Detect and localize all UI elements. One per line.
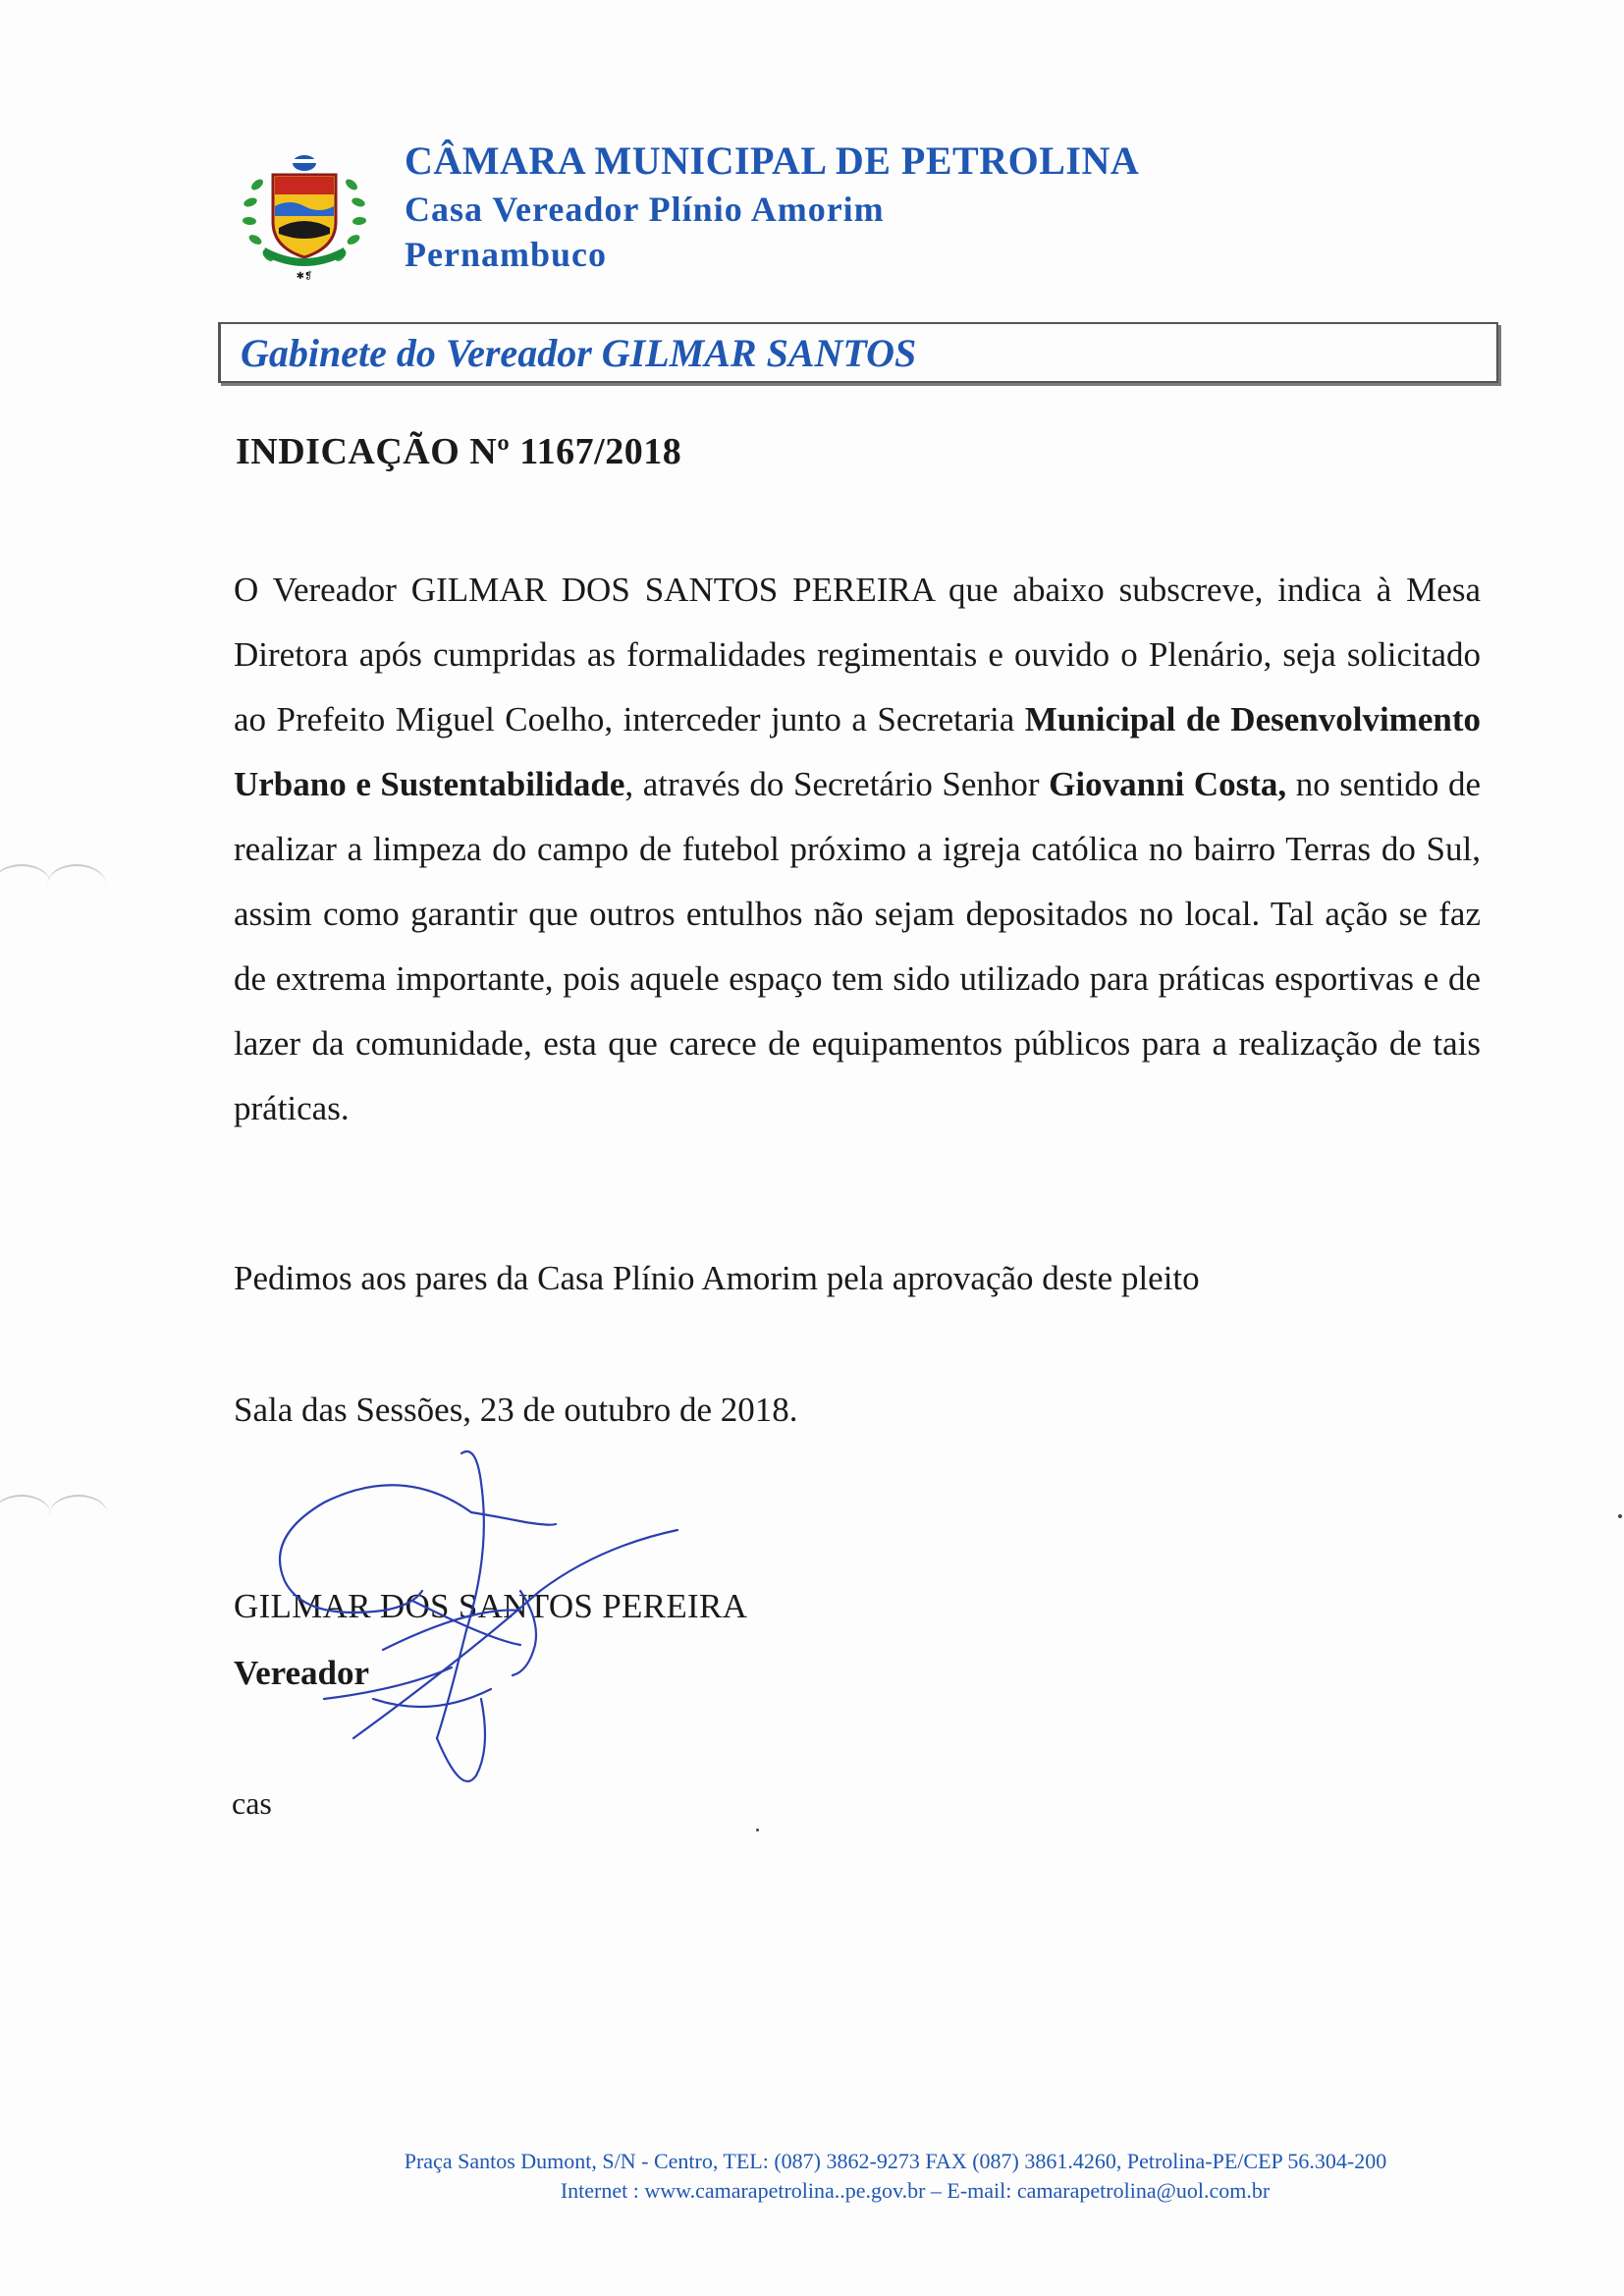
punch-hole-mark xyxy=(0,1495,51,1536)
signer-name: GILMAR DOS SANTOS PEREIRA xyxy=(234,1587,748,1625)
typist-initials: cas xyxy=(232,1785,272,1821)
body-text-part: O Vereador GILMAR DOS SANTOS PEREIRA que abaixo subscreve, indica à Mesa Diretora após cumpridas as formalidades regimentais e ouvido o Plenário, seja solicitado ao Prefeito Miguel Coelho, interceder junto a Secretaria xyxy=(234,571,1481,738)
closing-request: Pedimos aos pares da Casa Plínio Amorim pela aprovação deste pleito xyxy=(234,1259,1200,1297)
footer xyxy=(0,2147,1624,2206)
body-text-part: , através do Secretário Senhor xyxy=(624,765,1050,803)
body-text-part: no sentido de realizar a limpeza do campo de futebol próximo a igreja católica no bairro Terras do Sul, assim como garantir que outros entulhos não sejam depositados no local. Tal ação se faz de extrema importante, pois aquele espaço tem sido utilizado para práticas esportivas e de lazer da comunidade, esta que carece de equipamentos públicos para a realização de tais práticas. xyxy=(234,765,1482,1127)
secretary-name: Giovanni Costa, xyxy=(1049,765,1287,803)
document-body xyxy=(234,558,1481,1141)
footer-contact: Internet : www.camarapetrolina..pe.gov.br – E-mail: camarapetrolina@uol.com.br xyxy=(560,2178,1271,2203)
office-banner xyxy=(218,322,1498,383)
scan-speck xyxy=(756,1829,759,1831)
punch-hole-mark xyxy=(0,864,51,905)
svg-text:✱❡: ✱❡ xyxy=(296,271,313,282)
punch-hole-mark xyxy=(47,864,106,905)
footer-address: Praça Santos Dumont, S/N - Centro, TEL: (087) 3862-9273 FAX (087) 3861.4260, Petrolina-PE/CEP 56.304-200 xyxy=(404,2149,1387,2173)
letterhead xyxy=(405,136,1139,277)
municipal-coat-of-arms-icon xyxy=(236,145,373,283)
document-title: INDICAÇÃO Nº 1167/2018 xyxy=(236,431,682,472)
org-name: CÂMARA MUNICIPAL DE PETROLINA xyxy=(405,138,1140,183)
state-name: Pernambuco xyxy=(405,235,607,274)
signer-role: Vereador xyxy=(234,1654,370,1692)
date-line: Sala das Sessões, 23 de outubro de 2018. xyxy=(234,1391,798,1429)
office-title: Gabinete do Vereador GILMAR SANTOS xyxy=(241,331,917,375)
handwritten-signature xyxy=(265,1444,697,1807)
house-name: Casa Vereador Plínio Amorim xyxy=(405,190,885,229)
secretariat-name: Municipal de Desenvolvimento Urbano e Sustentabilidade xyxy=(234,700,1481,803)
scan-speck xyxy=(1618,1514,1622,1518)
punch-hole-mark xyxy=(49,1495,108,1536)
